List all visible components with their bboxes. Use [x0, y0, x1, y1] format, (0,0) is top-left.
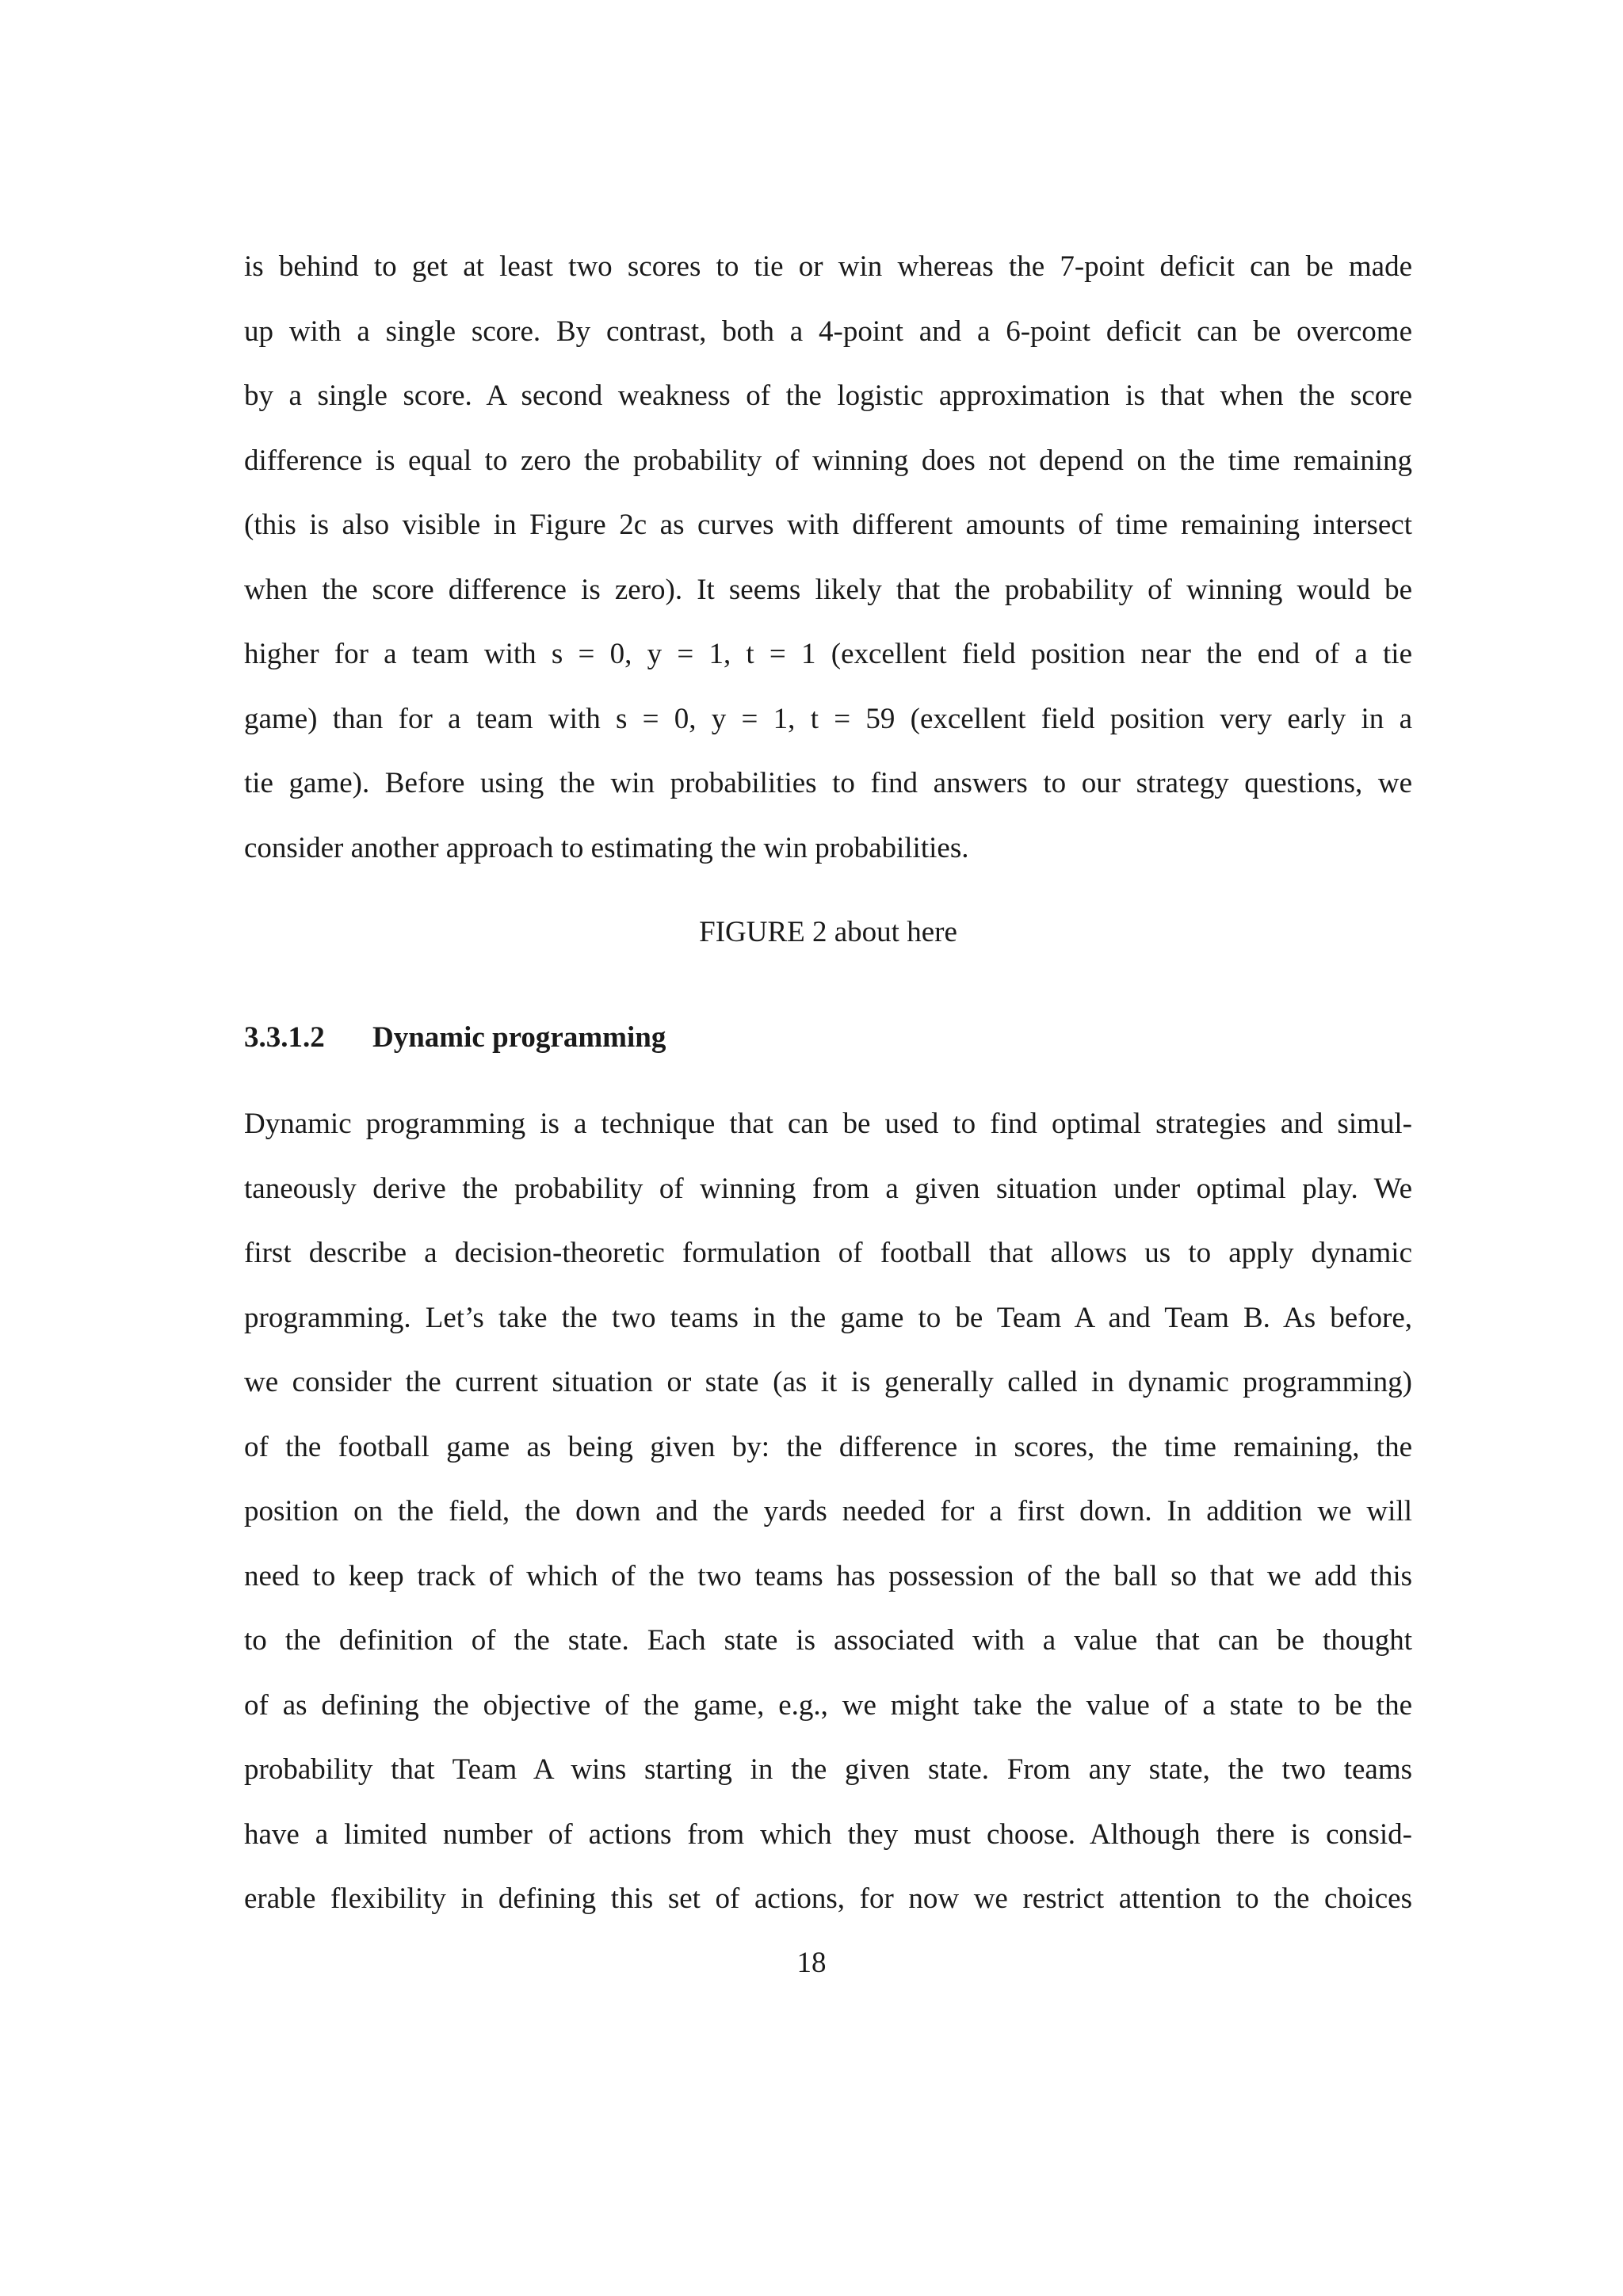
paragraph-1: [244, 235, 1412, 880]
paragraph-2-line: first describe a decision-theoretic formulation of football that allows us to apply dynamic: [244, 1237, 1412, 1269]
page-number: 18: [796, 1947, 827, 1979]
paragraph-1-line: difference is equal to zero the probability of winning does not depend on the time remaining: [244, 444, 1412, 477]
paragraph-2-line: have a limited number of actions from which they must choose. Although there is consid-: [244, 1817, 1412, 1851]
paragraph-1-line: (this is also visible in Figure 2c as curves with different amounts of time remaining intersect: [244, 509, 1412, 541]
paragraph-1-line: is behind to get at least two scores to tie or win whereas the 7-point deficit can be made: [244, 250, 1412, 283]
paragraph-2-line: probability that Team A wins starting in the given state. From any state, the two teams: [244, 1753, 1412, 1786]
paragraph-2-line: taneously derive the probability of winning from a given situation under optimal play. We: [244, 1172, 1412, 1205]
paragraph-1-line: consider another approach to estimating the win probabilities.: [244, 831, 969, 864]
paragraph-1-line: higher for a team with s = 0, y = 1, t = 1 (excellent field position near the end of a tie: [244, 638, 1412, 670]
paragraph-2-line: programming. Let’s take the two teams in the game to be Team A and Team B. As before,: [244, 1301, 1412, 1334]
section-number: 3.3.1.2: [244, 1021, 325, 1054]
paragraph-2-line: Dynamic programming is a technique that can be used to find optimal strategies and simul-: [244, 1108, 1412, 1140]
paragraph-1-line: when the score difference is zero). It seems likely that the probability of winning would be: [244, 573, 1412, 606]
paragraph-2-line: of as defining the objective of the game, e.g., we might take the value of a state to be the: [244, 1688, 1412, 1722]
paragraph-2-line: position on the field, the down and the yards needed for a first down. In addition we will: [244, 1495, 1412, 1527]
paragraph-2-line: erable flexibility in defining this set of actions, for now we restrict attention to the choices: [244, 1882, 1412, 1915]
paragraph-2-line: need to keep track of which of the two teams has possession of the ball so that we add this: [244, 1559, 1412, 1592]
paragraph-1-line: up with a single score. By contrast, both a 4-point and a 6-point deficit can be overcome: [244, 315, 1412, 348]
section-heading: [244, 1018, 1412, 1058]
paragraph-1-line: tie game). Before using the win probabilities to find answers to our strategy questions, we: [244, 767, 1412, 799]
paragraph-2: [244, 1092, 1412, 1932]
paragraph-2-line: to the definition of the state. Each state is associated with a value that can be thought: [244, 1624, 1412, 1657]
figure-placeholder: FIGURE 2 about here: [699, 916, 957, 948]
paragraph-2-line: of the football game as being given by: the difference in scores, the time remaining, the: [244, 1430, 1412, 1463]
section-title: Dynamic programming: [372, 1021, 666, 1054]
paragraph-2-line: we consider the current situation or state (as it is generally called in dynamic programming): [244, 1366, 1412, 1398]
paragraph-1-line: game) than for a team with s = 0, y = 1, t = 59 (excellent field position very early in a: [244, 702, 1412, 735]
paragraph-1-line: by a single score. A second weakness of the logistic approximation is that when the score: [244, 379, 1412, 412]
